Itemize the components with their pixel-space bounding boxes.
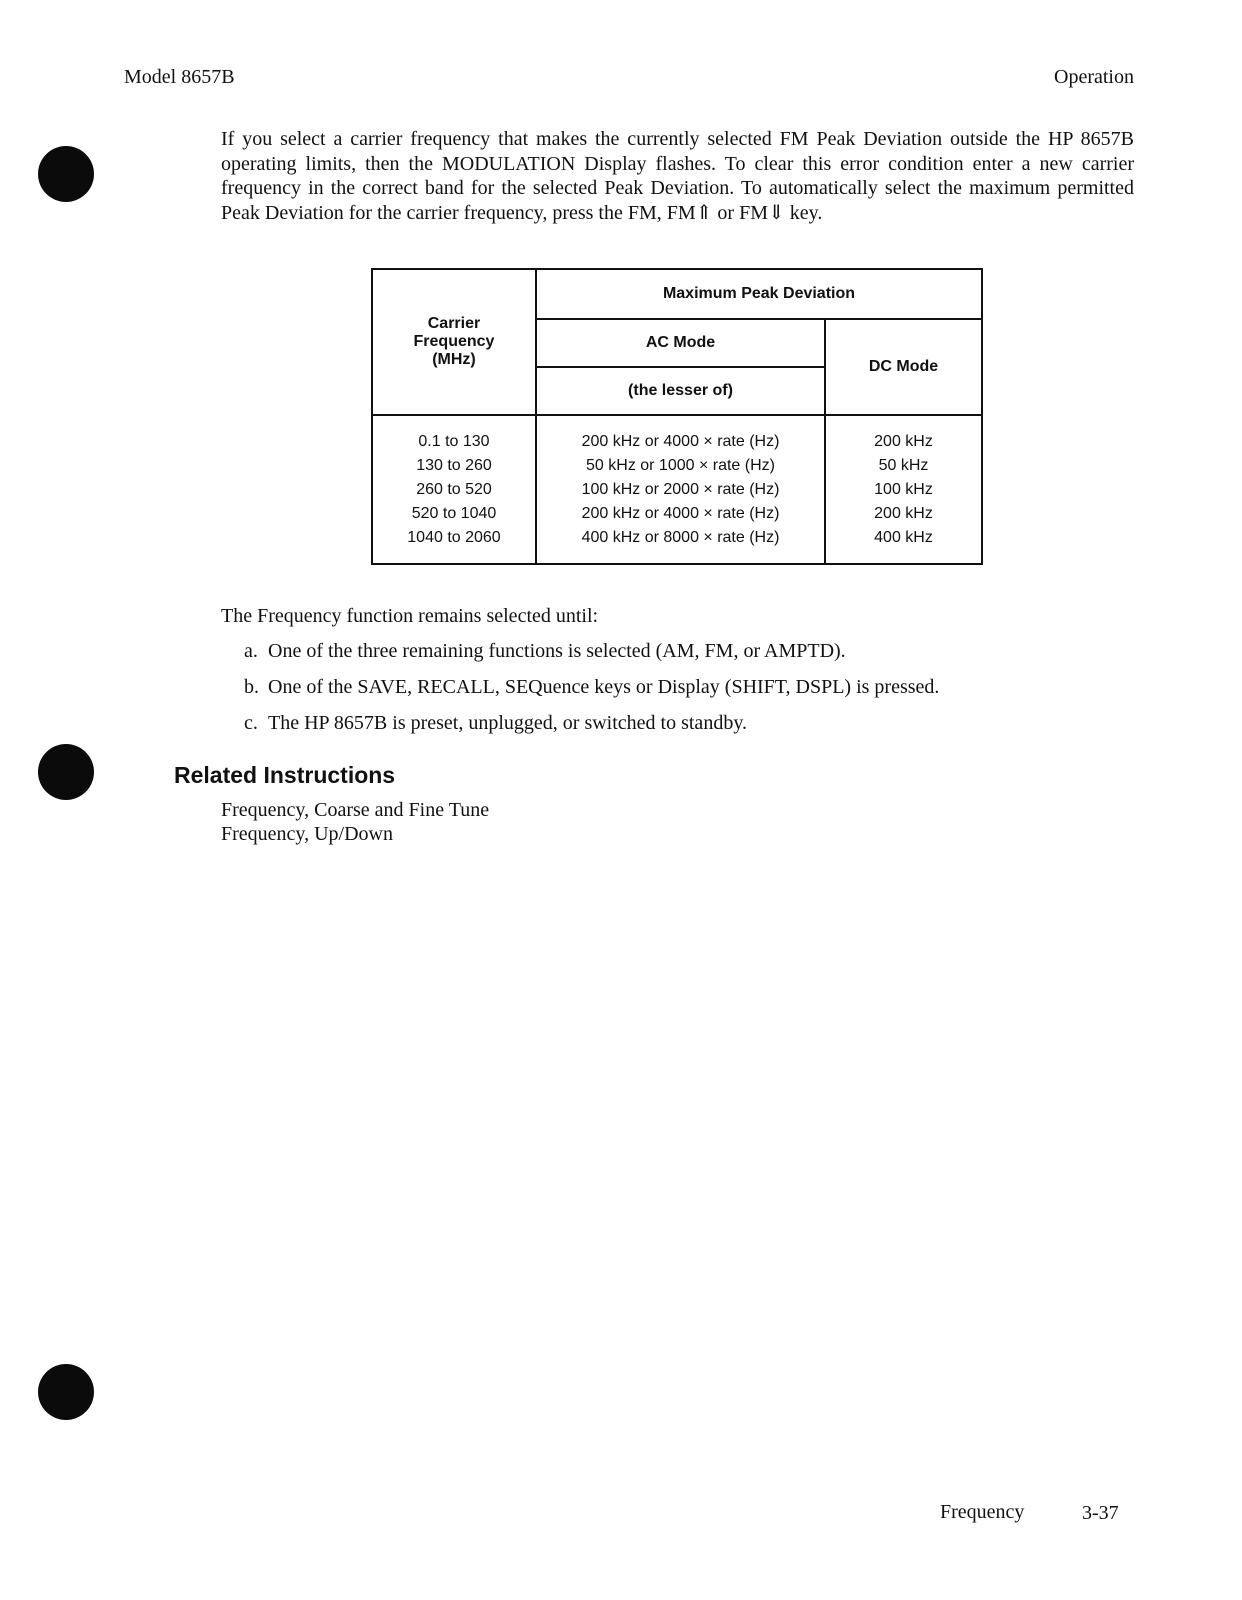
- ac-mode-header: AC Mode: [536, 319, 825, 367]
- punch-hole-decoration: [38, 1364, 94, 1420]
- table-cell-ac: 400 kHz or 8000 × rate (Hz): [581, 529, 780, 546]
- header-model: Model 8657B: [124, 66, 235, 88]
- peak-deviation-table: [371, 268, 983, 565]
- list-item: [244, 676, 939, 699]
- frequency-intro-text: The Frequency function remains selected until:: [221, 605, 599, 627]
- punch-hole-decoration: [38, 744, 94, 800]
- table-cell-ac: 200 kHz or 4000 × rate (Hz): [581, 505, 780, 522]
- page-number: 3-37: [1082, 1502, 1119, 1524]
- max-peak-deviation-header: Maximum Peak Deviation: [536, 269, 982, 319]
- list-text: One of the three remaining functions is selected (AM, FM, or AMPTD).: [268, 640, 846, 662]
- related-instructions-heading: Related Instructions: [174, 762, 396, 788]
- list-marker: b.: [244, 676, 259, 698]
- table-cell-freq: 260 to 520: [416, 481, 492, 498]
- punch-hole-decoration: [38, 146, 94, 202]
- ac-mode-column: [536, 415, 825, 564]
- table-cell-dc: 100 kHz: [874, 481, 933, 498]
- table-cell-dc: 400 kHz: [874, 529, 933, 546]
- list-marker: a.: [244, 640, 258, 662]
- dc-mode-column: [825, 415, 982, 564]
- table-cell-freq: 520 to 1040: [411, 505, 497, 522]
- table-cell-dc: 200 kHz: [874, 505, 933, 522]
- carrier-frequency-header: [372, 269, 536, 415]
- table-cell-ac: 100 kHz or 2000 × rate (Hz): [581, 481, 780, 498]
- table-cell-freq: 1040 to 2060: [407, 529, 501, 546]
- list-marker: c.: [244, 712, 258, 734]
- list-text: One of the SAVE, RECALL, SEQuence keys or Display (SHIFT, DSPL) is pressed.: [268, 676, 940, 698]
- dc-mode-header: DC Mode: [825, 319, 982, 415]
- footer-section-title: Frequency: [940, 1501, 1025, 1523]
- list-text: The HP 8657B is preset, unplugged, or switched to standby.: [268, 712, 748, 734]
- table-cell-dc: 200 kHz: [874, 433, 933, 450]
- carrier-header-line: Carrier: [427, 315, 481, 332]
- table-cell-dc: 50 kHz: [878, 457, 929, 474]
- frequency-column: [372, 415, 536, 564]
- table-cell-freq: 0.1 to 130: [418, 433, 490, 450]
- related-item: Frequency, Up/Down: [221, 823, 394, 845]
- table-cell-ac: 50 kHz or 1000 × rate (Hz): [586, 457, 775, 474]
- header-section: Operation: [1054, 66, 1134, 88]
- intro-paragraph: If you select a carrier frequency that makes the currently selected FM Peak Deviation outside the HP 8657B operating limits, then the MODULATION Display flashes. To clear this error condition enter a new carrier frequency in the correct band for the selected Peak Deviation. To automatically select the maximum permitted Peak Deviation for the carrier frequency, press the FM, FM⇑ or FM⇓ key.: [221, 128, 1134, 224]
- table-cell-ac: 200 kHz or 4000 × rate (Hz): [581, 433, 780, 450]
- carrier-header-line: Frequency: [413, 333, 495, 350]
- lesser-of-header: (the lesser of): [536, 367, 825, 415]
- related-item: Frequency, Coarse and Fine Tune: [221, 799, 490, 821]
- list-item: [244, 712, 747, 735]
- table-cell-freq: 130 to 260: [416, 457, 492, 474]
- carrier-header-line: (MHz): [432, 351, 476, 368]
- list-item: [244, 640, 846, 663]
